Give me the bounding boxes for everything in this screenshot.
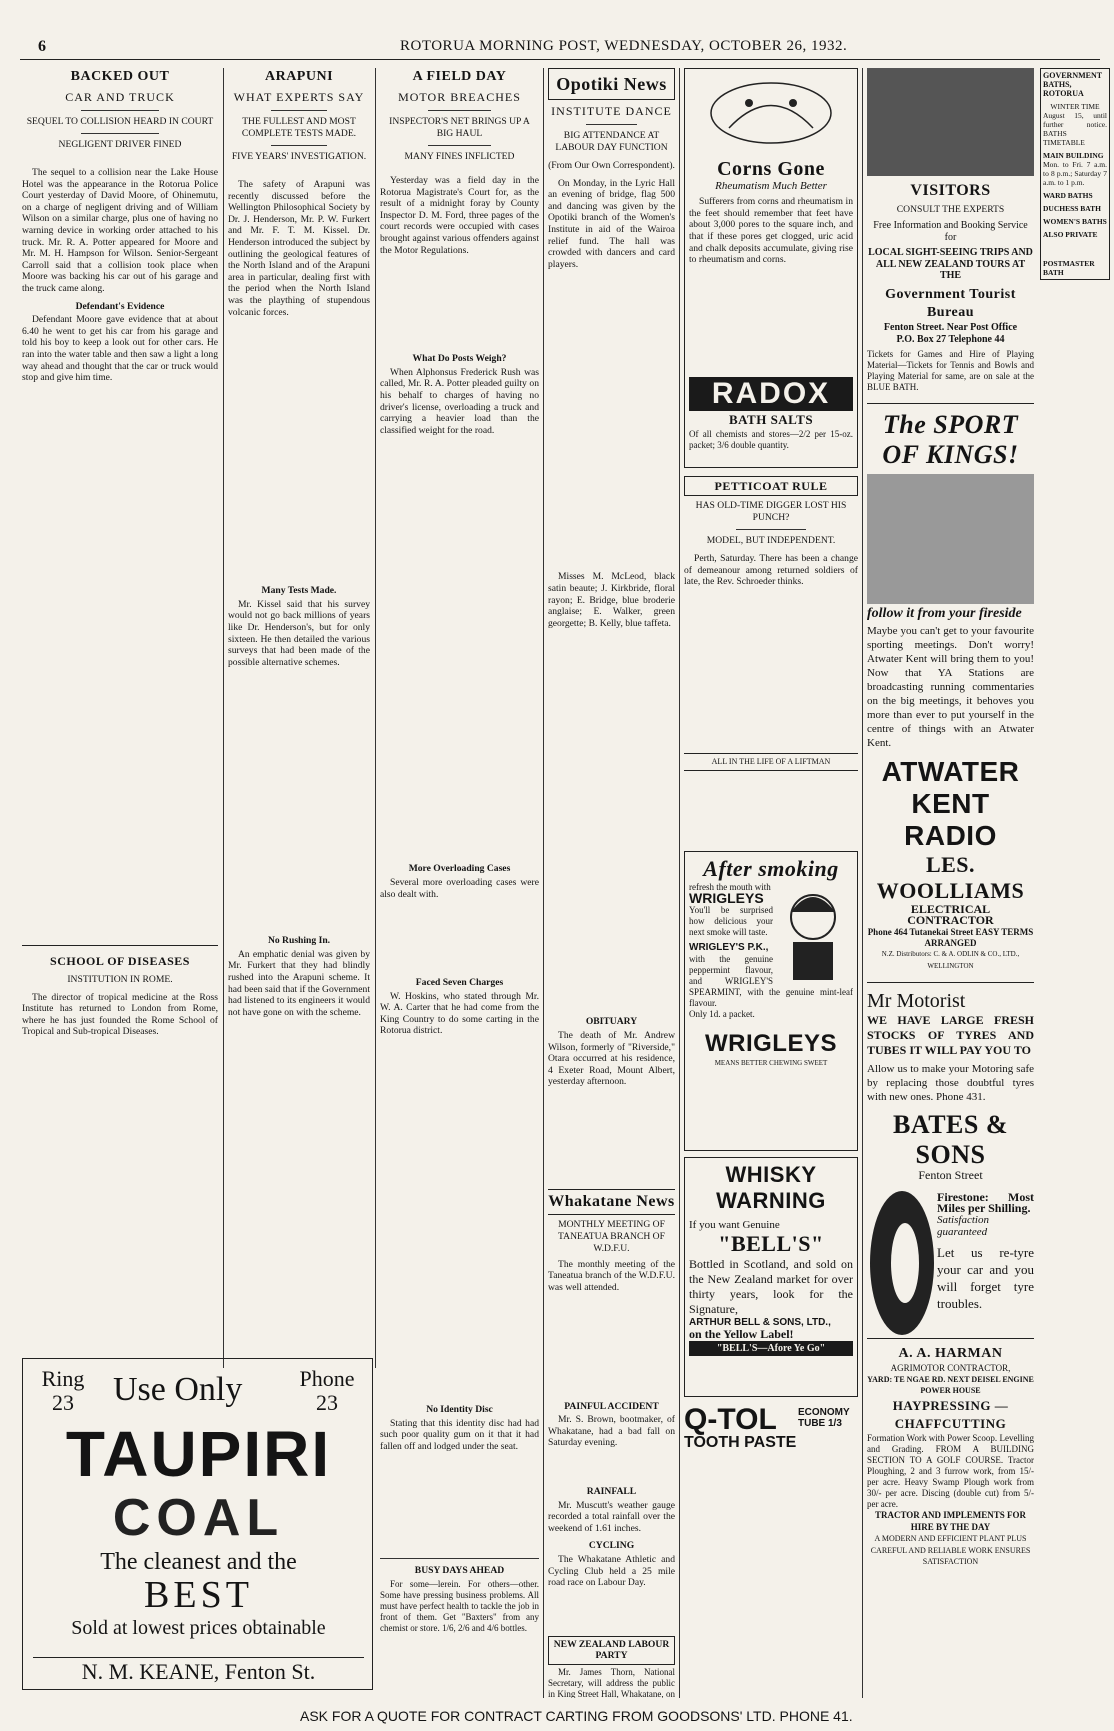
ad-atwater-kent [867,403,1034,972]
divider [428,110,492,111]
ad-body: with the genuine peppermint flavour, and WRIGLEY'S SPEARMINT, with the genuine mint-leaf flavour. [689,953,853,1008]
deck: HAS OLD-TIME DIGGER LOST HIS PUNCH? [695,500,847,523]
headline: PETTICOAT RULE [684,476,858,496]
ad-text: Use Only [113,1371,243,1408]
section-heading: PAINFUL ACCIDENT [564,1400,659,1412]
section-heading: No Rushing In. [267,935,331,947]
ad-subheadline: CONSULT THE EXPERTS [896,204,1005,215]
ad-headline: Corns Gone [717,157,825,180]
article-body: W. Hoskins, who stated through Mr. W. A. Carter that he had come from the King Country to do some carting in the Rotorua district. [380,990,539,1037]
ad-body: Bottled in Scotland, and sold on the New Zealand market for over thirty years, look for the Signature, [689,1257,853,1317]
divider [271,110,328,111]
ad-tagline: MEANS BETTER CHEWING SWEET [714,1058,828,1067]
ad-text: Phone 23 [299,1366,355,1415]
section-heading: What Do Posts Weigh? [412,353,507,365]
column-ads-right [867,68,1034,1698]
ad-text: WINTER TIME [1050,102,1100,111]
ad-fineprint: N.Z. Distributors: C. & A. ODLIN & CO., LTD., WELLINGTON [881,949,1020,970]
ad-text: Firestone: Most Miles per Shilling. [937,1189,1034,1216]
article-body: The director of tropical medicine at the Ross Institute has returned to London from Rome, where he has just founded the Rome School of Tropical and Sub-tropical Diseases. [22,991,218,1038]
article-body: Yesterday was a field day in the Rotorua Magistrate's Court for, as the result of a midnight foray by County Inspector D. M. Ford, three pages of the court records were occupied with cases brought against various offenders against the Motor Regulations. [380,175,539,256]
divider [81,133,159,134]
masthead [20,30,1100,60]
deck: INSPECTOR'S NET BRINGS UP A BIG HAUL [389,116,530,139]
article-body: The sequel to a collision near the Lake House Hotel was the appearance in the Rotorua Police Court yesterday of David Moore, of Ohinemutu, on a charge of negligent driving and of William Wilson on a similar charge, plus one of having no warning device in working order attached to his truck. Mr. R. A. Potter appeared for Moore and Mr. M. H. Hampson for Wilson. Senior-Sergeant Carroll said that a collision took place when Moore was backing his car out of his garage and the truck came along. [22,167,218,294]
ad-qtol [684,1403,858,1473]
ad-headline: Mr Motorist [867,990,966,1013]
article-body: Mr. S. Brown, bootmaker, of Whakatane, had a bad fall on Saturday evening. [548,1414,675,1449]
divider [428,145,492,146]
column-rule [679,68,680,1698]
ad-text: Free Information and Booking Service for [873,220,1028,243]
ad-text: Let us re-tyre your car and you will forget tyre troubles. [937,1245,1034,1312]
ad-dealer-title: ELECTRICAL CONTRACTOR [907,901,994,928]
ad-body: WE HAVE LARGE FRESH STOCKS OF TYRES AND TUBES IT WILL PAY YOU TO [867,1013,1034,1058]
article-body: The safety of Arapuni was recently discussed before the Wellington Philosophical Society by Dr. J. Henderson, Mr. P. W. Furkert and Mr. F. T. M. Kissel. Dr. Henderson introduced the subject by outlining the geological features of the North Island and of the Arapuni area in particular, dealing first with the period when the North Island was the plaything of stupendous volcanic forces. [228,179,370,318]
section-heading: No Identity Disc [426,1404,493,1416]
tyre-icon [867,1188,937,1338]
section-heading: Defendant's Evidence [75,300,165,312]
ad-text: Ring 23 [41,1366,85,1415]
ad-bells [684,1157,858,1397]
ad-brand: BATES & SONS [893,1110,1008,1170]
ad-text: The cleanest and the [100,1549,297,1575]
ad-body: You'll be surprised how delicious your next smoke will taste. [689,904,773,937]
taupiri-logo: TAUPIRI [65,1418,332,1490]
ad-text: A MODERN AND EFFICIENT PLANT PLUS CAREFUL AND RELIABLE WORK ENSURES SATISFACTION [870,1534,1031,1567]
column-rule [543,68,544,1698]
ad-tagline: follow it from your fireside [867,606,1022,622]
ad-text: on the Yellow Label! [689,1326,794,1341]
radox-subtitle: BATH SALTS [728,411,814,427]
ad-signature: ARTHUR BELL & SONS, LTD., [689,1317,831,1329]
article-body: Mr. James Thorn, National Secretary, will address the public in King Street Hall, Whakatane, on [548,1666,675,1698]
article-body: The Whakatane Athletic and Cycling Club held a 25 mile road race on Labour Day. [548,1554,675,1589]
headline: MONTHLY MEETING OF TANEATUA BRANCH OF W.D.F.U. [558,1218,665,1254]
ad-subtitle: AGRIMOTOR CONTRACTOR, [890,1362,1011,1373]
headline: A FIELD DAY [412,69,507,84]
ad-body: Maybe you can't get to your favourite sporting meetings. Don't worry! Atwater Kent will bring them to you! Now that YA Stations are broadcasting running commentaries on the big meetings, it behoves you more than ever to put yourself in the centre of things with an Atwater Kent. [867,624,1034,749]
ad-text: MAIN BUILDING [1043,151,1104,160]
article-backed-out [22,68,218,1353]
ad-text: If you want Genuine [689,1218,780,1231]
page-footer: ASK FOR A QUOTE FOR CONTRACT CARTING FROM GOODSONS' LTD. PHONE 41. [300,1708,853,1724]
bureau-photo [867,68,1034,176]
deck: MANY FINES INFLICTED [404,151,515,162]
divider [271,145,328,146]
article-body: Misses M. McLeod, black satin beaute; J. Kirkbride, floral rayon; E. Bridge, blue broderie anglaise; E. Walker, green georgette; B. Kelly, blue taffeta. [548,571,675,629]
section-heading: ALL IN THE LIFE OF A LIFTMAN [684,753,858,771]
ad-body: Formation Work with Power Scoop. Levelling and Grading. FROM A BUILDING SECTION TO A GOLF COURSE. Tractor Ploughing, 2 and 3 furrow work, from 15/- per acre. Heavy Swamp Plough work from 30/- per acre. Discing (double cut) from 5/- per acre. [867,1432,1034,1509]
section-heading: RAINFALL [586,1486,637,1498]
divider [586,124,637,125]
column-rule [375,68,376,1368]
ad-headline: HAYPRESSING — CHAFFCUTTING [892,1397,1009,1431]
deck: INSTITUTION IN ROME. [67,973,173,985]
ad-price: ECONOMY TUBE 1/3 [798,1406,850,1430]
ad-headline: After smoking [703,855,839,881]
ad-taupiri-coal [22,1358,373,1690]
subheadline: CAR AND TRUCK [65,90,175,104]
deck: SEQUEL TO COLLISION HEARD IN COURT [26,116,214,127]
ad-harman [867,1338,1034,1568]
deck: THE FULLEST AND MOST COMPLETE TESTS MADE. [241,116,357,139]
ad-headline: The SPORT OF KINGS! [882,410,1019,470]
deck: NEGLIGENT DRIVER FINED [58,139,182,150]
section-title: Whakatane News [548,1189,675,1215]
ad-fineprint: Of all chemists and stores—2/2 per 15-oz. packet; 3/6 double quantity. [689,428,853,450]
coal-logo: COAL [112,1489,285,1547]
ad-text: Satisfaction guaranteed [937,1213,989,1238]
ad-address: Fenton Street [918,1168,983,1183]
deck: BIG ATTENDANCE AT LABOUR DAY FUNCTION [555,130,668,153]
dateline: (From Our Own Correspondent). [548,160,675,171]
ad-bates [867,982,1034,1312]
ad-contact: P.O. Box 27 Telephone 44 [896,333,1005,345]
column-rule [862,68,863,1698]
ad-text: LOCAL SIGHT-SEEING TRIPS AND ALL NEW ZEALAND TOURS AT THE [868,247,1033,282]
ad-radox [684,68,858,468]
column-opotiki-news [548,68,675,1698]
section-title: Opotiki News [548,68,675,100]
subheadline: MOTOR BREACHES [398,90,521,104]
page-number: 6 [38,38,47,55]
article-body: On Monday, in the Lyric Hall an evening of bridge, flag 500 and dancing was given by the Opotiki branch of the Women's Institute in aid of the Wairoa relief fund. The hall was crowded with dancers and card players. [548,177,675,270]
article-arapuni [228,68,370,1353]
ad-headline: GOVERNMENT BATHS, ROTORUA [1043,71,1103,98]
deck: FIVE YEARS' INVESTIGATION. [231,151,367,162]
ad-contact: Phone 464 Tutanekai Street EASY TERMS ARRANGED [867,926,1034,948]
ad-headline: WHISKY [725,1161,817,1187]
qtol-logo: Q-TOL [684,1402,777,1436]
article-body: Defendant Moore gave evidence that at about 6.40 he went to get his car from his garage and told his boy to keep a look out for other cars. He ran into the water table and then saw a light a long way ahead and thought that the car or truck would stop and give him time. [22,314,218,384]
atwater-logo: ATWATER KENT RADIO [881,755,1020,851]
ad-price: Only 1d. a packet. [689,1008,755,1019]
ad-body: For some—lerein. For others—other. Some have pressing business problems. All must have perfect health to tackle the job in front of them. Get "Baxters" from any chemist or store. 1/6, 2/6 and 4/6 bottles. [380,1579,539,1634]
ad-headline: VISITORS [910,182,991,199]
ad-dealer: N. M. KEANE, Fenton St. [33,1657,364,1684]
ad-text: BEST [144,1574,253,1616]
wrigleys-logo: WRIGLEYS [704,1029,837,1057]
ad-wrigleys [684,851,858,1151]
ad-slogan: "BELL'S—Afore Ye Go" [689,1341,853,1357]
ad-text: POSTMASTER BATH [1043,259,1095,277]
ad-brand: "BELL'S" [718,1231,824,1257]
ad-text: DUCHESS BATH [1043,204,1102,213]
ad-text: Mon. to Fri. 7 a.m. to 8 p.m.; Saturday 7 a.m. to 1 p.m. [1043,160,1107,187]
divider [81,110,159,111]
masthead-title: ROTORUA MORNING POST, WEDNESDAY, OCTOBER 26, 1932. [400,38,848,54]
article-body: The death of Mr. Andrew Wilson, formerly of "Riverside," Otara occurred at his residence, 4 Exeter Road, Mount Albert, yesterday afternoon. [548,1029,675,1088]
section-heading: CYCLING [588,1540,635,1552]
headline: SCHOOL OF DISEASES [22,945,218,970]
foot-illustration-icon [689,73,853,153]
ad-brand: A. A. HARMAN [898,1345,1003,1361]
headline: INSTITUTE DANCE [551,104,672,118]
radox-logo: RADOX [689,377,853,411]
deck: MODEL, BUT INDEPENDENT. [706,535,836,546]
ad-fineprint: Tickets for Games and Hire of Playing Material—Tickets for Tennis and Bowls and Playing Material for same, are on sale at the BLUE BATH. [867,349,1034,393]
section-heading: OBITUARY [585,1016,638,1028]
ad-text: WARD BATHS [1043,191,1093,200]
column-ads-middle [684,68,858,1698]
ad-text: August 15, until further notice. BATHS TIMETABLE [1043,111,1107,147]
headline: BACKED OUT [70,69,170,84]
article-body: Perth, Saturday. There has been a change of demeanour among returned soldiers of late, the Rev. Schroeder thinks. [684,553,858,588]
ad-text: Sold at lowest prices obtainable [71,1617,326,1639]
section-heading: More Overloading Cases [408,863,511,875]
ad-subheadline: Rheumatism Much Better [715,179,827,192]
ad-text: WOMEN'S BATHS [1043,217,1107,226]
ad-brand: Government Tourist Bureau [885,286,1016,320]
ad-brand: WRIGLEYS [689,890,764,907]
ad-body: Sufferers from corns and rheumatism in the feet should remember that feet have about 3,000 pores to the square inch, and that if these pores get clogged, uric acid and chalk deposits accumulate, giving rise to rheumatism and corns. [689,196,853,266]
ad-text: refresh the mouth with [689,881,771,892]
ad-subtitle: TOOTH PASTE [684,1433,797,1451]
article-body: Mr. Kissel said that his survey would not go back millions of years like Dr. Henderson's, but for only sixteen. He then detailed the various surveys that had been made of the possible alternative schemes. [228,598,370,668]
article-body: Stating that this identity disc had had such poor quality gum on it that it had fallen off and lodged under the seat. [380,1417,539,1452]
ad-government-baths [1040,68,1110,488]
section-heading: Faced Seven Charges [415,977,504,989]
column-rule [223,68,224,1368]
section-heading: Many Tests Made. [261,585,337,597]
article-body: The monthly meeting of the Taneatua branch of the W.D.F.U. was well attended. [548,1258,675,1294]
ad-address: YARD: TE NGAE RD. NEXT DEISEL ENGINE POWER HOUSE [867,1374,1034,1396]
ad-address: Fenton Street. Near Post Office [883,321,1018,333]
ad-heading: BUSY DAYS AHEAD [414,1565,505,1577]
divider [736,529,806,530]
ad-dealer: LES. WOOLLIAMS [876,851,1025,903]
ad-text: ALSO PRIVATE [1043,230,1098,239]
ad-headline: WARNING [716,1187,826,1213]
subheadline: WHAT EXPERTS SAY [233,90,365,104]
ad-illustration [867,474,1034,604]
ad-body: Allow us to make your Motoring safe by replacing those doubtful tyres with new ones. Phone 431. [867,1063,1034,1104]
article-body: An emphatic denial was given by Mr. Furkert that they had blindly rushed into the Arapuni scheme. It had been said that if the Government had listened to its engineers it would not have gone on with the scheme. [228,948,370,1018]
article-body: When Alphonsus Frederick Rush was called, Mr. R. A. Potter pleaded guilty on his behalf to charges of having no driver's license, overloading a truck and carrying a heavier load than the classified weight for the road. [380,366,539,436]
ad-text: TRACTOR AND IMPLEMENTS FOR HIRE BY THE DAY [874,1509,1027,1532]
article-body: Mr. Muscutt's weather gauge recorded a total rainfall over the weekend of 1.61 inches. [548,1499,675,1534]
smoker-portrait-icon [773,882,853,982]
article-field-day [380,68,539,1688]
ad-product: WRIGLEY'S P.K., [689,941,769,953]
article-body: Several more overloading cases were also dealt with. [380,876,539,900]
section-heading: NEW ZEALAND LABOUR PARTY [548,1636,675,1665]
divider [380,1558,539,1559]
headline: ARAPUNI [264,69,334,84]
